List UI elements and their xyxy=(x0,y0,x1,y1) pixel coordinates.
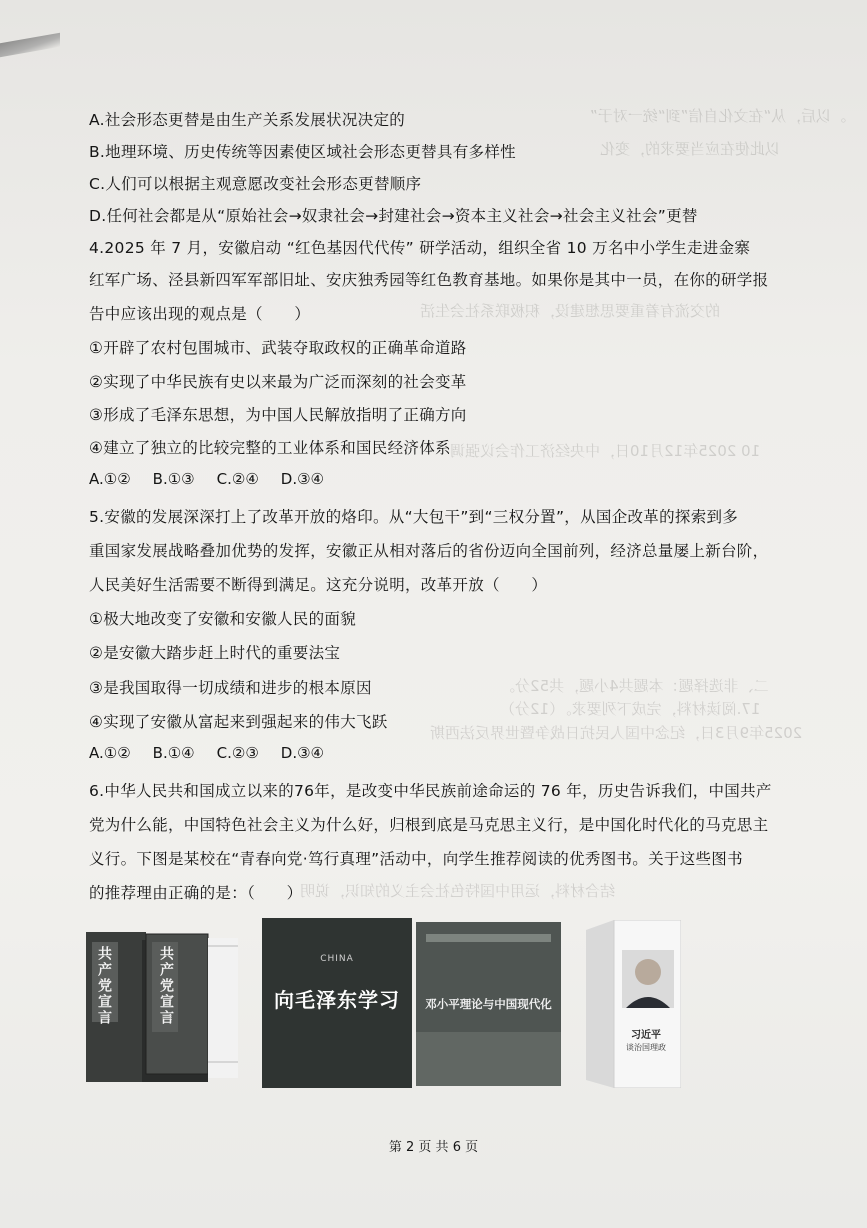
bleed-through-text: 。以后，从“在文化自信”到“统一对于” xyxy=(590,107,847,125)
q5-item-3: ③是我国取得一切成绩和进步的根本原因 xyxy=(89,679,372,697)
book2-title: 向毛泽东学习 xyxy=(274,988,400,1012)
q4-choice-b: B.①③ xyxy=(152,470,195,488)
q3-option-c: C.人们可以根据主观意愿改变社会形态更替顺序 xyxy=(89,175,422,193)
bleed-through-text: 结合材料，运用中国特色社会主义的知识，说明 xyxy=(300,882,616,900)
bleed-through-text: 二、非选择题：本题共4小题，共52分。 xyxy=(500,677,769,695)
book-learn-from-mao-image xyxy=(262,918,412,1088)
bleed-through-text: 10 2025年12月10日，中央经济工作会议强调 xyxy=(450,442,761,460)
q4-item-4: ④建立了独立的比较完整的工业体系和国民经济体系 xyxy=(89,439,451,457)
q6-stem-line-1: 6.中华人民共和国成立以来的76年，是改变中华民族前途命运的 76 年，历史告诉我们，中国共产 xyxy=(89,782,772,800)
page-corner-shadow xyxy=(0,33,60,58)
q4-stem-line-3: 告中应该出现的观点是（ ） xyxy=(89,305,311,323)
q6-stem-line-3: 义行。下图是某校在“青春向党·笃行真理”活动中，向学生推荐阅读的优秀图书。关于这些图书 xyxy=(89,850,743,868)
q5-item-2: ②是安徽大踏步赶上时代的重要法宝 xyxy=(89,644,341,662)
q3-option-b: B.地理环境、历史传统等因素使区域社会形态更替具有多样性 xyxy=(89,143,516,161)
q4-choice-a: A.①② xyxy=(89,470,131,488)
q3-option-a: A.社会形态更替是由生产关系发展状况决定的 xyxy=(89,111,406,129)
q4-stem-line-1: 4.2025 年 7 月，安徽启动 “红色基因代代传” 研学活动，组织全省 10 万名中小学生走进金寨 xyxy=(89,239,751,257)
book1-spine-title: 共产党宣言 xyxy=(96,946,112,1026)
bleed-through-text: 2025年9月3日，纪念中国人民抗日战争暨世界反法西斯 xyxy=(430,724,803,742)
q4-item-3: ③形成了毛泽东思想，为中国人民解放指明了正确方向 xyxy=(89,406,467,424)
book-deng-theory-image xyxy=(416,922,561,1086)
book-communist-manifesto-image xyxy=(86,932,241,1082)
q4-item-1: ①开辟了农村包围城市、武装夺取政权的正确革命道路 xyxy=(89,339,467,357)
q6-stem-line-4: 的推荐理由正确的是：（ ） xyxy=(89,884,303,902)
q5-choice-b: B.①④ xyxy=(152,744,195,762)
q5-item-1: ①极大地改变了安徽和安徽人民的面貌 xyxy=(89,610,356,628)
q5-stem-line-2: 重国家发展战略叠加优势的发挥，安徽正从相对落后的省份迈向全国前列，经济总量屡上新台阶， xyxy=(89,542,769,560)
book3-title: 邓小平理论与中国现代化 xyxy=(425,997,552,1011)
book2-brand: CHINA xyxy=(320,954,354,964)
q6-stem-line-2: 党为什么能，中国特色社会主义为什么好，归根到底是马克思主义行，是中国化时代化的马克思主 xyxy=(89,816,769,834)
q4-choice-c: C.②④ xyxy=(216,470,259,488)
bleed-through-text: 以此使在应当要求的，变化 xyxy=(600,140,781,158)
q4-choices xyxy=(89,470,324,488)
book4-subtitle: 谈治国理政 xyxy=(626,1043,666,1052)
q5-stem-line-3: 人民美好生活需要不断得到满足。这充分说明，改革开放（ ） xyxy=(89,576,548,594)
q3-option-d: D.任何社会都是从“原始社会→奴隶社会→封建社会→资本主义社会→社会主义社会”更替 xyxy=(89,207,698,225)
book4-author: 习近平 xyxy=(631,1030,661,1041)
q5-choice-c: C.②③ xyxy=(216,744,259,762)
q5-stem-line-1: 5.安徽的发展深深打上了改革开放的烙印。从“大包干”到“三权分置”，从国企改革的探索到多 xyxy=(89,508,739,526)
q5-choice-a: A.①② xyxy=(89,744,131,762)
book1-cover-title: 共产党宣言 xyxy=(158,946,174,1026)
book-xi-governance-image xyxy=(586,920,681,1088)
page-footer: 第 2 页 共 6 页 xyxy=(388,1140,479,1155)
q5-choice-d: D.③④ xyxy=(280,744,324,762)
q4-choice-d: D.③④ xyxy=(280,470,324,488)
q4-item-2: ②实现了中华民族有史以来最为广泛而深刻的社会变革 xyxy=(89,373,467,391)
bleed-through-text: 的交流有着重要思想建设，积极联系社会生活 xyxy=(420,302,721,320)
q5-item-4: ④实现了安徽从富起来到强起来的伟大飞跃 xyxy=(89,713,388,731)
q4-stem-line-2: 红军广场、泾县新四军军部旧址、安庆独秀园等红色教育基地。如果你是其中一员，在你的研学报 xyxy=(89,271,769,289)
q5-choices xyxy=(89,744,324,762)
bleed-through-text: 17.阅读材料，完成下列要求。（12分） xyxy=(500,700,761,718)
